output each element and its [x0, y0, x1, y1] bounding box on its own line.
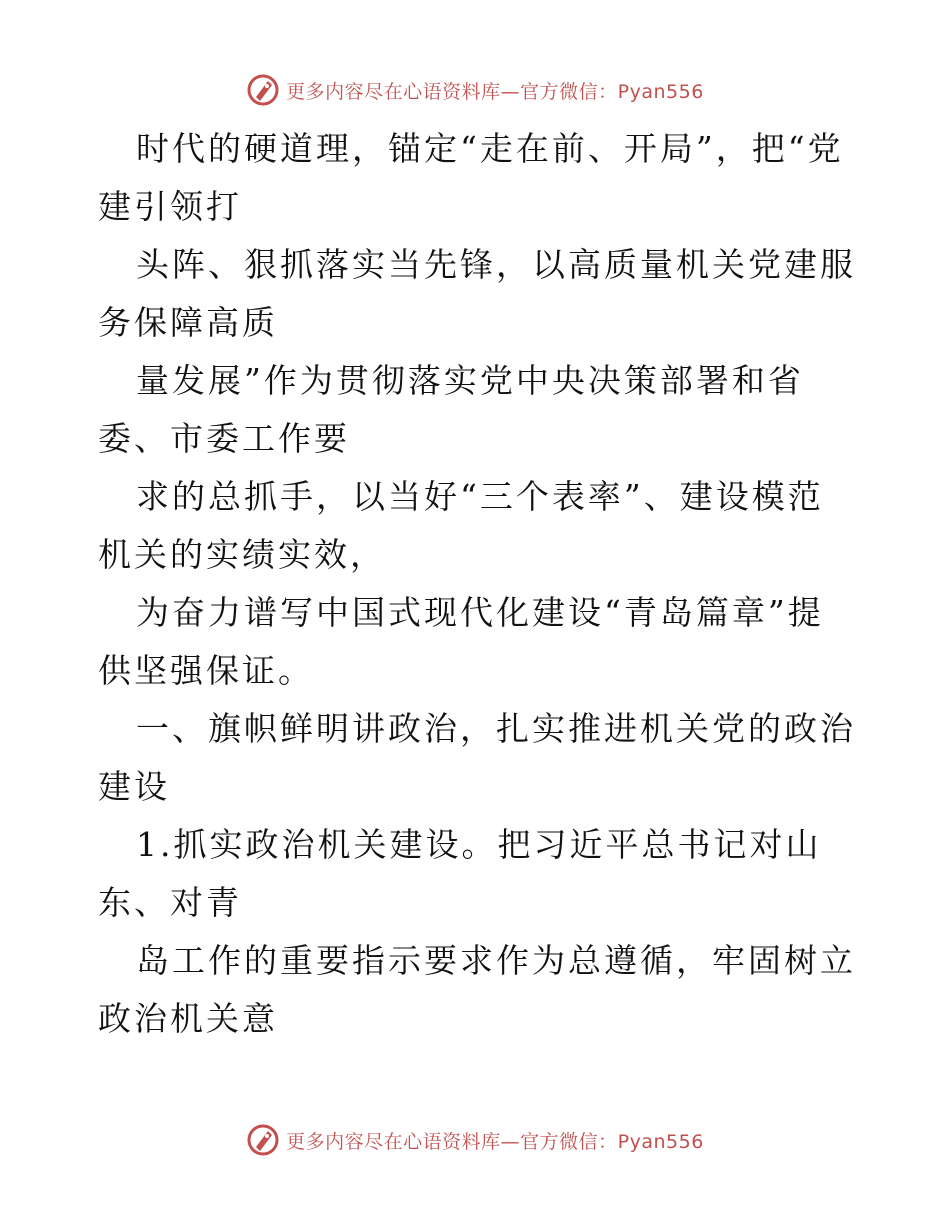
- paragraph-line: 1.抓实政治机关建设。把习近平总书记对山东、对青: [98, 825, 822, 922]
- document-body: [98, 120, 858, 1048]
- footer-watermark: [0, 1120, 950, 1160]
- header-watermark-text: 更多内容尽在心语资料库—官方微信：Pyan556: [286, 80, 704, 103]
- paragraph-line: 为奋力谱写中国式现代化建设“青岛篇章”提供坚强保证。: [98, 593, 824, 690]
- paragraph-line: 岛工作的重要指示要求作为总遵循，牢固树立政治机关意: [98, 941, 856, 1038]
- paragraph-line: 量发展”作为贯彻落实党中央决策部署和省委、市委工作要: [98, 361, 804, 458]
- pen-nib-logo-icon: [246, 73, 280, 107]
- footer-watermark-text: 更多内容尽在心语资料库—官方微信：Pyan556: [286, 1130, 704, 1153]
- header-watermark: [0, 70, 950, 110]
- paragraph-line: 求的总抓手，以当好“三个表率”、建设模范机关的实绩实效，: [98, 477, 824, 574]
- pen-nib-logo-icon: [246, 1123, 280, 1157]
- paragraph-line: 头阵、狠抓落实当先锋，以高质量机关党建服务保障高质: [98, 245, 856, 342]
- paragraph-line: 时代的硬道理，锚定“走在前、开局”，把“党建引领打: [98, 129, 844, 226]
- section-heading: 一、旗帜鲜明讲政治，扎实推进机关党的政治建设: [98, 709, 856, 806]
